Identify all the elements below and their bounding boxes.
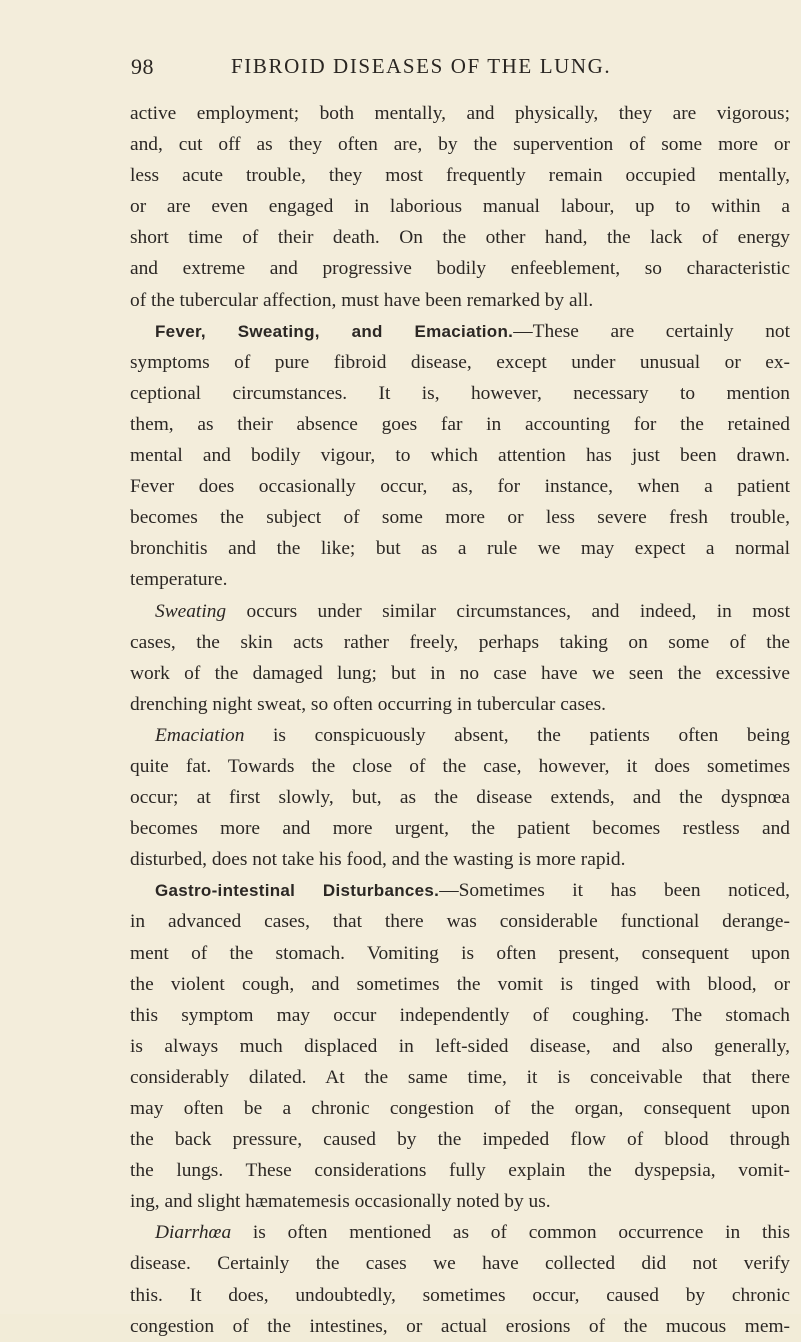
line-text: ceptional circumstances. It is, however, necessary to mention (130, 382, 790, 404)
line-text: and, cut off as they often are, by the supervention of some more or (130, 134, 790, 156)
italic-term: Diarrhœa (155, 1222, 232, 1244)
text-line (130, 751, 790, 782)
line-text: short time of their death. On the other hand, the lack of energy (130, 227, 790, 249)
text-line (130, 658, 790, 689)
italic-term: Sweating (155, 600, 227, 622)
text-line (130, 844, 790, 875)
line-text: considerably dilated. At the same time, it is conceivable that there (130, 1066, 790, 1088)
line-text: disease. Certainly the cases we have collected did not verify (130, 1253, 790, 1275)
text-line (130, 502, 790, 533)
text-line (130, 689, 790, 720)
section-heading: Gastro-intestinal Disturbances. (155, 881, 440, 901)
line-text: cases, the skin acts rather freely, perhaps taking on some of the (130, 631, 790, 653)
line-text: this. It does, undoubtedly, sometimes occur, caused by chronic (130, 1284, 790, 1306)
line-text: the violent cough, and sometimes the vomit is tinged with blood, or (130, 973, 790, 995)
text-line (130, 160, 790, 191)
line-text: and extreme and progressive bodily enfeeblement, so characteristic (130, 258, 790, 280)
text-line (130, 1186, 790, 1217)
line-text: less acute trouble, they most frequently remain occupied mentally, (130, 165, 790, 187)
text-line (130, 1031, 790, 1062)
text-line (130, 440, 790, 471)
text-line (130, 129, 790, 160)
line-text: work of the damaged lung; but in no case have we seen the excessive (130, 662, 790, 684)
text-line (130, 720, 790, 751)
line-text: may often be a chronic congestion of the organ, consequent upon (130, 1098, 790, 1119)
text-line (130, 969, 790, 1000)
text-line (130, 316, 790, 347)
line-text: or are even engaged in laborious manual labour, up to within a (130, 196, 790, 218)
line-text: occurs under similar circumstances, and indeed, in most (226, 600, 790, 622)
text-line (130, 782, 790, 813)
text-line (130, 1280, 790, 1311)
section-heading: Fever, Sweating, and Emaciation. (155, 321, 514, 341)
text-line (130, 347, 790, 378)
line-text: disturbed, does not take his food, and the wasting is more rapid. (130, 849, 626, 871)
line-text: this symptom may occur independently of coughing. The stomach (130, 1004, 790, 1026)
text-line (130, 1093, 790, 1124)
line-text: active employment; both mentally, and physically, they are vigorous; (130, 103, 790, 124)
text-line (130, 98, 790, 129)
text-line (130, 222, 790, 253)
line-text: them, as their absence goes far in accounting for the retained (130, 413, 790, 435)
line-text: is always much displaced in left-sided disease, and also generally, (130, 1035, 790, 1057)
text-line (130, 564, 790, 595)
line-text: —These are certainly not (513, 320, 790, 342)
text-line (130, 378, 790, 409)
text-line (130, 1000, 790, 1031)
line-text: the lungs. These considerations fully explain the dyspepsia, vomit- (130, 1160, 790, 1182)
text-line (130, 253, 790, 284)
line-text: in advanced cases, that there was considerable functional derange- (130, 911, 790, 933)
text-line (130, 906, 790, 937)
line-text: the back pressure, caused by the impeded flow of blood through (130, 1129, 790, 1151)
text-line (130, 813, 790, 844)
line-text: Fever does occasionally occur, as, for instance, when a patient (130, 476, 790, 498)
line-text: —Sometimes it has been noticed, (439, 880, 790, 902)
text-line (130, 1248, 790, 1279)
text-line (130, 409, 790, 440)
text-line (130, 1155, 790, 1186)
line-text: symptoms of pure fibroid disease, except under unusual or ex- (130, 351, 790, 373)
text-line (130, 627, 790, 658)
line-text: mental and bodily vigour, to which attention has just been drawn. (130, 445, 790, 467)
text-line (130, 1062, 790, 1093)
text-line (130, 1124, 790, 1155)
text-line (130, 1217, 790, 1248)
line-text: becomes the subject of some more or less severe fresh trouble, (130, 507, 790, 529)
text-line (130, 1311, 790, 1342)
line-text: is conspicuously absent, the patients often being (244, 724, 790, 746)
text-line (130, 938, 790, 969)
italic-term: Emaciation (155, 724, 245, 746)
running-title: FIBROID DISEASES OF THE LUNG. (231, 54, 612, 78)
line-text: bronchitis and the like; but as a rule we may expect a normal (130, 538, 790, 560)
text-line (130, 596, 790, 627)
body-text (130, 98, 790, 1342)
line-text: congestion of the intestines, or actual erosions of the mucous mem- (130, 1315, 790, 1337)
line-text: is often mentioned as of common occurrence in this (231, 1222, 790, 1244)
text-line (130, 875, 790, 906)
line-text: becomes more and more urgent, the patient becomes restless and (130, 818, 790, 840)
text-line (130, 285, 790, 316)
line-text: temperature. (130, 569, 228, 591)
line-text: ing, and slight hæmatemesis occasionally noted by us. (130, 1191, 551, 1213)
line-text: drenching night sweat, so often occurring in tubercular cases. (130, 693, 606, 715)
line-text: occur; at first slowly, but, as the disease extends, and the dyspnœa (130, 787, 790, 809)
page-number: 98 (131, 54, 154, 79)
text-line (130, 533, 790, 564)
line-text: ment of the stomach. Vomiting is often present, consequent upon (130, 942, 790, 964)
running-head (131, 54, 791, 84)
text-line (130, 191, 790, 222)
line-text: of the tubercular affection, must have been remarked by all. (130, 289, 594, 311)
text-line (130, 471, 790, 502)
line-text: quite fat. Towards the close of the case, however, it does sometimes (130, 755, 790, 777)
